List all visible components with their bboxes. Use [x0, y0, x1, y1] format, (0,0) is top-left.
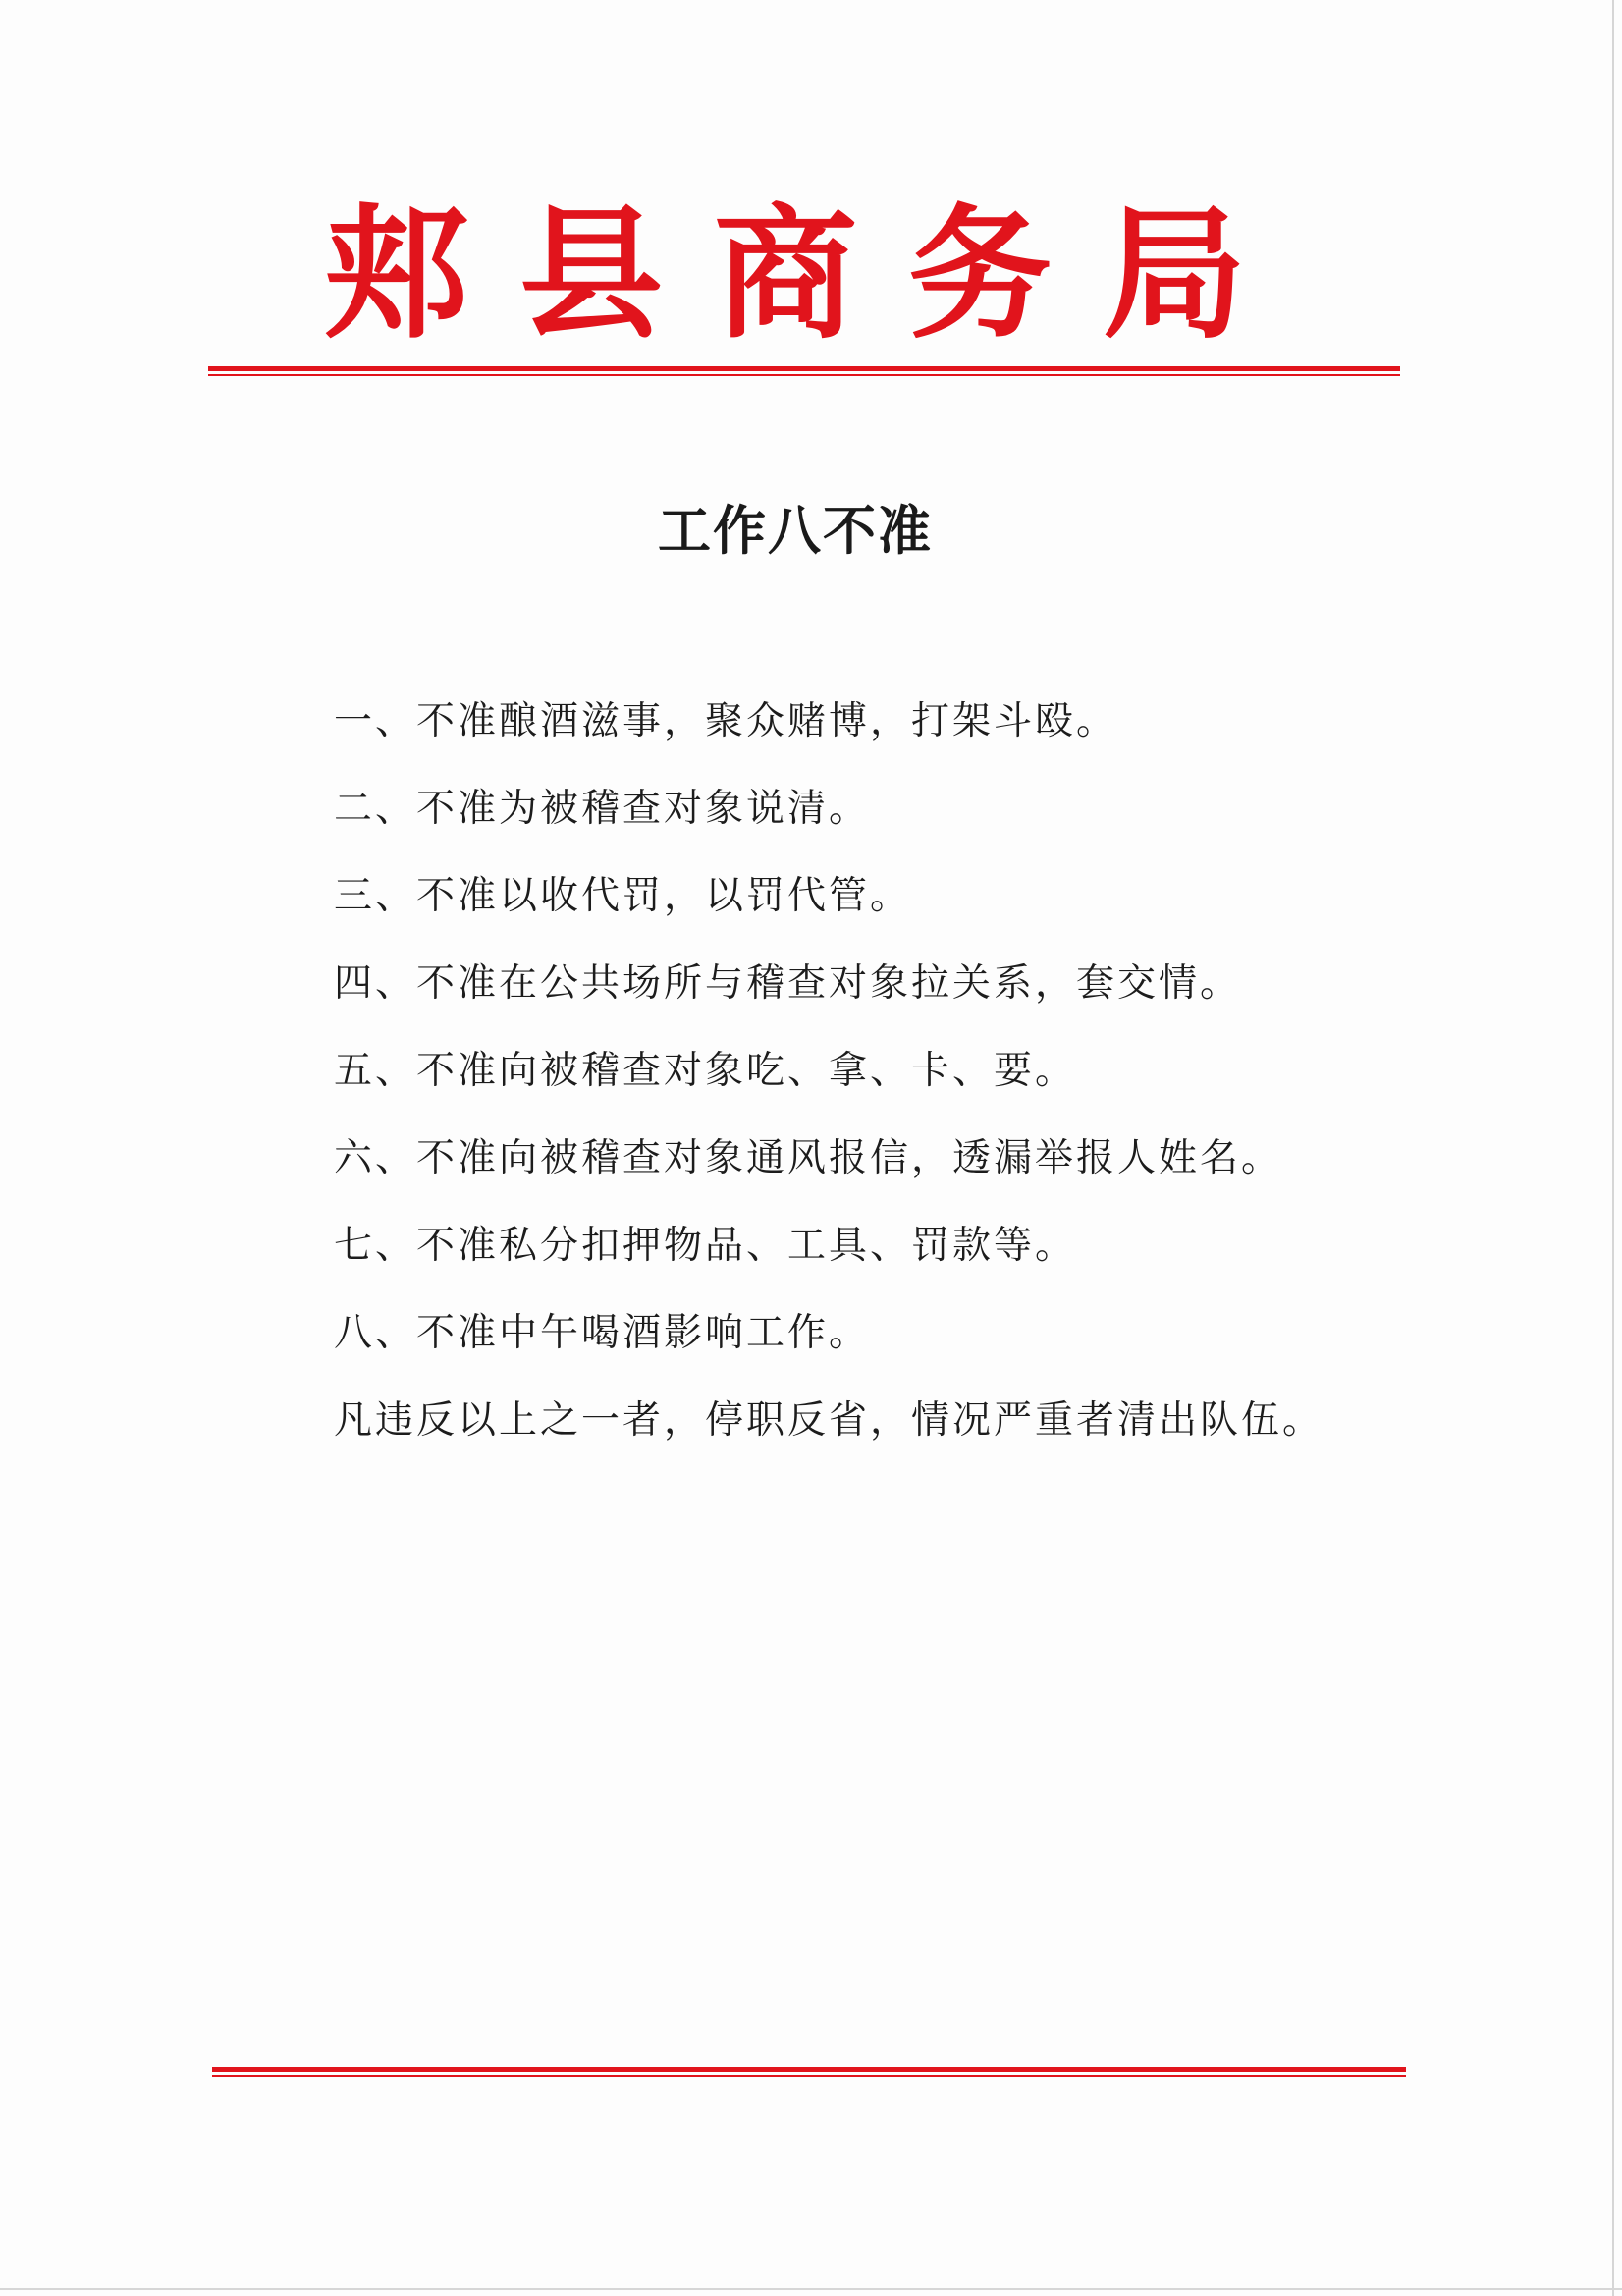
scan-edge-right [1612, 0, 1614, 2296]
rule-item-8: 八、不准中午喝酒影响工作。 [334, 1311, 871, 1355]
rule-item-1: 一、不准酿酒滋事，聚众赌博，打架斗殴。 [334, 699, 1118, 743]
red-rule-thin [208, 374, 1400, 376]
document-title: 工作八不准 [658, 499, 933, 562]
rule-item-7: 七、不准私分扣押物品、工具、罚款等。 [334, 1224, 1077, 1268]
rule-item-6: 六、不准向被稽查对象通风报信，透漏举报人姓名。 [334, 1136, 1283, 1180]
org-name: 郏县商务局 [325, 191, 1297, 358]
rule-item-4: 四、不准在公共场所与稽查对象拉关系，套交情。 [334, 961, 1242, 1006]
rule-item-5: 五、不准向被稽查对象吃、拿、卡、要。 [334, 1049, 1077, 1093]
rules-list [334, 678, 1424, 1377]
red-rule-thick [212, 2067, 1406, 2072]
scan-edge-bottom [0, 2288, 1622, 2290]
rule-item-3: 三、不准以收代罚，以罚代管。 [334, 874, 912, 918]
rule-item-2: 二、不准为被稽查对象说清。 [334, 787, 871, 831]
red-rule-thin [212, 2075, 1406, 2077]
closing-statement: 凡违反以上之一者，停职反省，情况严重者清出队伍。 [334, 1398, 1325, 1443]
masthead [206, 191, 1416, 358]
red-rule-thick [208, 366, 1400, 371]
footer-red-rule [212, 2067, 1406, 2079]
masthead-red-rule [208, 366, 1400, 378]
